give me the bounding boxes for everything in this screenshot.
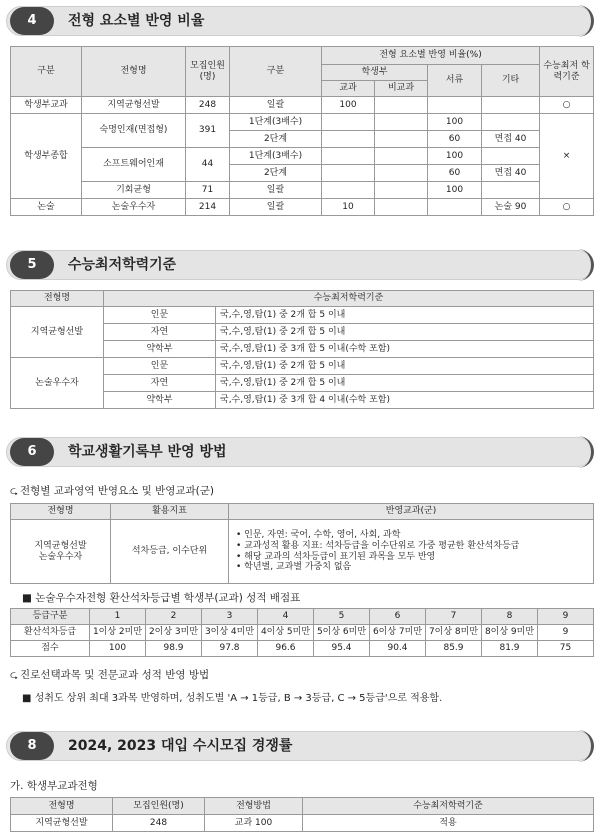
header-recruit: 모집인원(명) <box>113 798 205 815</box>
header-subject: 교과 <box>322 81 375 97</box>
table-row: 논술 논술우수자 214 일괄 10 논술 90 ○ <box>11 199 594 216</box>
header-metric: 활용지표 <box>111 504 229 520</box>
arrow-icon: ⮎ <box>10 670 19 681</box>
competition-rate-table <box>10 797 594 832</box>
table-row: 소프트웨어인재 44 1단계(3배수) 100 <box>11 148 594 165</box>
section-5-header <box>6 250 593 280</box>
table-row: 약학부 국,수,영,탐(1) 중 3개 합 5 이내(수학 포함) <box>11 341 594 358</box>
table-row: 지역균형선발 인문 국,수,영,탐(1) 중 2개 합 5 이내 <box>11 307 594 324</box>
header-method: 전형방법 <box>205 798 303 815</box>
table-row: 학생부교과 지역균형선발 248 일괄 100 ○ <box>11 97 594 114</box>
note-text: ■ 성취도 상위 최대 3과목 반영하며, 성취도별 'A → 1등급, B → 3등급, C → 5등급'으로 적용함. <box>22 693 443 704</box>
header-type: 전형명 <box>82 47 186 97</box>
section-6-header <box>6 437 593 467</box>
table-row: 지역균형선발 248 교과 100 적용 <box>11 815 594 832</box>
table-row: 자연 국,수,영,탐(1) 중 2개 합 5 이내 <box>11 375 594 392</box>
table-row: 논술우수자 인문 국,수,영,탐(1) 중 2개 합 5 이내 <box>11 358 594 375</box>
header-stage: 구분 <box>230 47 322 97</box>
table-row: 자연 국,수,영,탐(1) 중 2개 합 5 이내 <box>11 324 594 341</box>
table-row: 지역균형선발 논술우수자 석차등급, 이수단위 • 인문, 자연: 국어, 수학, 영어, 사회, 과학 • 교과성적 활용 지표: 석차등급을 이수단위로 가중 평균한 환산석차등급 • 해당 교과의 석차등급이 표기된 과목을 모두 반영 • 학년별, 교과별 가중치 없음 <box>11 520 594 584</box>
header-subjects: 반영교과(군) <box>229 504 594 520</box>
header-recruit: 모집인원 (명) <box>186 47 230 97</box>
section-title: 2024, 2023 대입 수시모집 경쟁률 <box>68 738 293 754</box>
grade-score-table <box>10 608 594 657</box>
table-row: 환산석차등급 1이상 2미만 2이상 3미만 3이상 4미만 4이상 5미만 5이상 6미만 6이상 7미만 7이상 8미만 8이상 9미만 9 <box>11 625 594 641</box>
header-others: 기타 <box>482 65 540 97</box>
subsection-heading: ■ 논술우수자전형 환산석차등급별 학생부(교과) 성적 배점표 <box>22 592 301 604</box>
header-type: 전형명 <box>11 291 104 307</box>
subject-reflection-table <box>10 503 594 584</box>
table-row: 약학부 국,수,영,탐(1) 중 3개 합 4 이내(수학 포함) <box>11 392 594 409</box>
header-nonsubject: 비교과 <box>375 81 428 97</box>
arrow-icon: ⮎ <box>10 486 19 497</box>
table-row: 2단계 60 면접 40 <box>11 131 594 148</box>
table-row: 2단계 60 면접 40 <box>11 165 594 182</box>
admission-ratio-table <box>10 46 594 216</box>
section-number: 5 <box>10 251 54 279</box>
section-title: 전형 요소별 반영 비율 <box>68 13 205 29</box>
header-category: 구분 <box>11 47 82 97</box>
header-type: 전형명 <box>11 798 113 815</box>
subsection-heading: ⮎ 진로선택과목 및 전문교과 성적 반영 방법 <box>10 667 209 685</box>
table-row: 학생부종합 숙명인재(면접형) 391 1단계(3배수) 100 × <box>11 114 594 131</box>
section-8-header <box>6 731 593 761</box>
section-title: 수능최저학력기준 <box>68 257 177 273</box>
table-row: 기회균형 71 일괄 100 <box>11 182 594 199</box>
header-documents: 서류 <box>428 65 482 97</box>
section-number: 4 <box>10 7 54 35</box>
section-title: 학교생활기록부 반영 방법 <box>68 444 227 460</box>
table-row: 점수 100 98.9 97.8 96.6 95.4 90.4 85.9 81.9 75 <box>11 641 594 657</box>
csat-criteria-table <box>10 290 594 409</box>
subject-list: • 인문, 자연: 국어, 수학, 영어, 사회, 과학 • 교과성적 활용 지표: 석차등급을 이수단위로 가중 평균한 환산석차등급 • 해당 교과의 석차등급이 표기된 과목을 모두 반영 • 학년별, 교과별 가중치 없음 <box>233 530 593 573</box>
table-row: 등급구분 1 2 3 4 5 6 7 8 9 <box>11 609 594 625</box>
header-csat: 수능최저학력기준 <box>303 798 594 815</box>
section-number: 6 <box>10 438 54 466</box>
header-ratio-group: 전형 요소별 반영 비율(%) <box>322 47 540 65</box>
header-school-record: 학생부 <box>322 65 428 81</box>
subsection-heading: 가. 학생부교과전형 <box>10 780 98 792</box>
section-4-header <box>6 6 593 36</box>
header-type: 전형명 <box>11 504 111 520</box>
header-csat: 수능최저 학력기준 <box>540 47 594 97</box>
subsection-heading: ⮎ 전형별 교과영역 반영요소 및 반영교과(군) <box>10 483 214 501</box>
header-criteria: 수능최저학력기준 <box>104 291 594 307</box>
section-number: 8 <box>10 732 54 760</box>
